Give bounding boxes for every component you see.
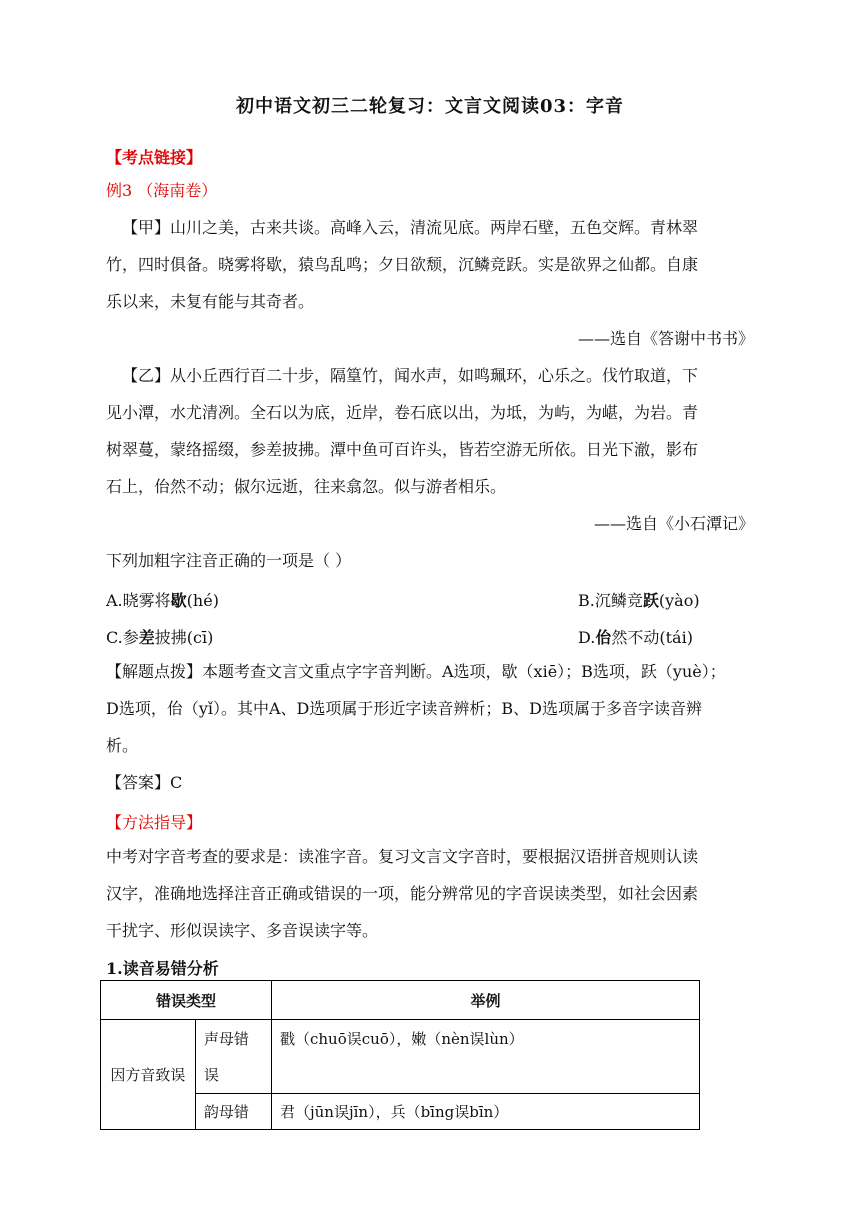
jia-line-2: 竹，四时俱备。晓雾将歇，猿鸟乱鸣；夕日欲颓，沉鳞竞跃。实是欲界之仙都。自康 (106, 255, 699, 274)
option-c-bold: 差 (138, 628, 155, 647)
page-title: 初中语文初三二轮复习：文言文阅读03：字音 (235, 96, 625, 117)
method-line-2: 汉字，准确地选择注音正确或错误的一项，能分辨常见的字音误读类型，如社会因素 (106, 884, 699, 903)
yi-line-4: 石上，佁然不动；俶尔远逝，往来翕忽。似与游者相乐。 (106, 477, 507, 496)
option-d-suffix: 然不动 (611, 628, 660, 647)
question-text: 下列加粗字注音正确的一项是（ ） (106, 551, 352, 570)
method-line-1: 中考对字音考查的要求是：读准字音。复习文言文字音时，要根据汉语拼音规则认读 (106, 847, 699, 866)
analysis-line-2: D选项，佁（yǐ）。其中A、D选项属于形近字读音辨析；B、D选项属于多音字读音辨 (106, 699, 702, 718)
option-b-pinyin: (yào) (658, 591, 700, 610)
table-header-row (101, 981, 700, 1020)
option-c-prefix: C.参 (106, 628, 139, 647)
yi-line-2: 见小潭，水尤清冽。全石以为底，近岸，卷石底以出，为坻，为屿，为嵁，为岩。青 (106, 403, 699, 422)
answer-text: 【答案】C (106, 773, 183, 792)
yi-line-1: 【乙】从小丘西行百二十步，隔篁竹，闻水声，如鸣珮环，心乐之。伐竹取道，下 (122, 366, 699, 385)
option-a-bold: 歇 (170, 591, 187, 610)
option-b-bold: 跃 (642, 591, 659, 610)
table-sub-cell: 韵母错 (195, 1094, 271, 1130)
option-d (578, 625, 693, 648)
yi-source: ——选自《小石潭记》 (593, 514, 754, 533)
jia-line-3: 乐以来，未复有能与其奇者。 (106, 292, 315, 311)
subheading-pronunciation-errors: 1.读音易错分析 (106, 959, 219, 978)
option-c-pinyin: (cī) (186, 628, 214, 647)
jia-source: ——选自《答谢中书书》 (577, 329, 754, 348)
table-row (101, 1020, 700, 1094)
option-c-suffix: 披拂 (154, 628, 187, 647)
table-header-type: 错误类型 (101, 981, 272, 1020)
table-sub-cell: 声母错误 (195, 1020, 271, 1094)
section-heading-links: 【考点链接】 (106, 148, 203, 167)
jia-line-1: 【甲】山川之美，古来共谈。高峰入云，清流见底。两岸石壁，五色交辉。青林翠 (122, 218, 699, 237)
analysis-line-3: 析。 (106, 736, 139, 755)
option-d-prefix: D. (578, 628, 596, 647)
method-line-3: 干扰字、形似误读字、多音误读字等。 (106, 921, 379, 940)
option-d-bold: 佁 (595, 628, 612, 647)
table-group-cell: 因方音致误 (101, 1020, 196, 1130)
error-type-table (100, 980, 700, 1130)
example-label: 例3 （海南卷） (106, 181, 218, 200)
option-b-prefix: B.沉鳞竞 (578, 591, 643, 610)
option-d-pinyin: (tái) (659, 628, 693, 647)
option-a (106, 588, 219, 611)
section-heading-method: 【方法指导】 (106, 813, 203, 832)
table-header-example: 举例 (272, 981, 700, 1020)
option-a-pinyin: (hé) (186, 591, 219, 610)
yi-line-3: 树翠蔓，蒙络摇缀，参差披拂。潭中鱼可百许头，皆若空游无所依。日光下澈，影布 (106, 440, 699, 459)
option-c (106, 625, 213, 648)
option-b (578, 588, 700, 611)
table-example-cell: 戳（chuō误cuō），嫩（nèn误lùn） (272, 1020, 700, 1094)
option-a-prefix: A.晓雾将 (106, 591, 171, 610)
table-example-cell: 君（jūn误jīn），兵（bīng误bīn） (272, 1094, 700, 1130)
analysis-line-1: 【解题点拨】本题考查文言文重点字字音判断。A选项，歇（xiē）；B选项，跃（yuè）； (106, 662, 726, 681)
